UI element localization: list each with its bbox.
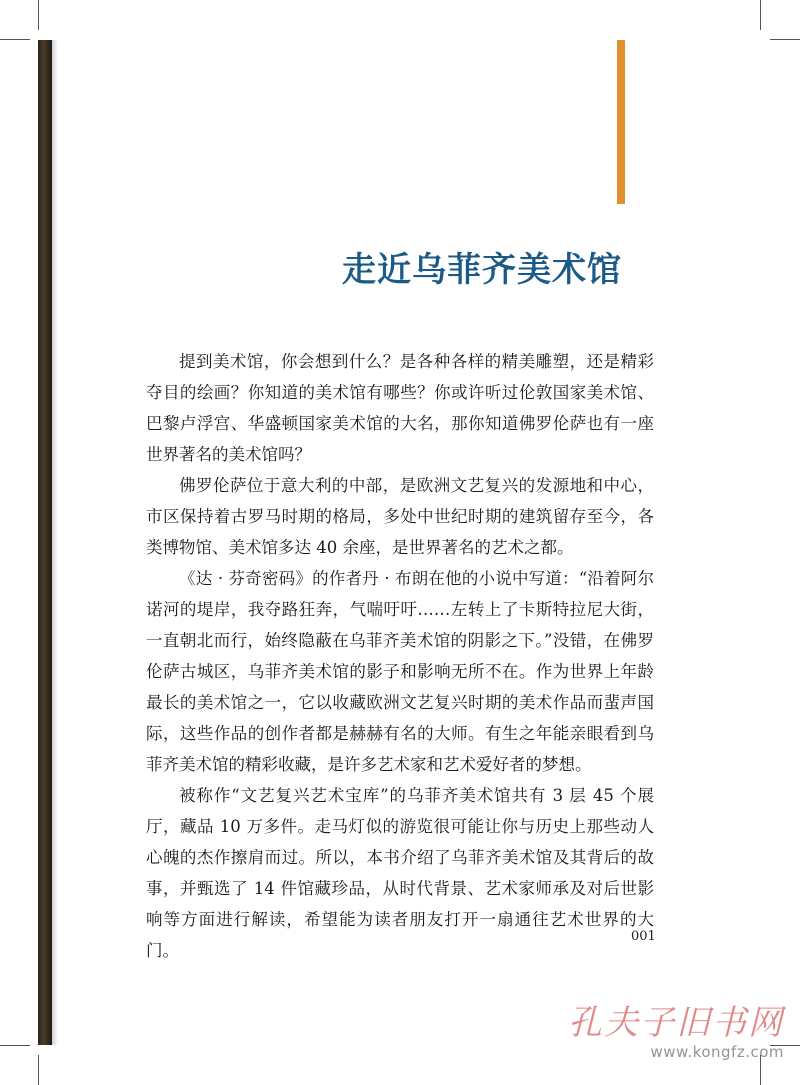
accent-bar: [617, 40, 625, 204]
paragraph: 佛罗伦萨位于意大利的中部，是欧洲文艺复兴的发源地和中心，市区保持着古罗马时期的格局，多处中世纪时期的建筑留存至今，各类博物馆、美术馆多达 40 余座，是世界著名的艺术之都。: [146, 476, 654, 557]
watermark-name: 孔夫子旧书网: [568, 1003, 784, 1043]
watermark: [568, 1003, 784, 1061]
paragraph: 《达 · 芬奇密码》的作者丹 · 布朗在他的小说中写道：“沿着阿尔诺河的堤岸，我夺路狂奔，气喘吁吁……左转上了卡斯特拉尼大街，一直朝北而行，始终隐蔽在乌菲齐美术馆的阴影之下。”没错，在佛罗伦萨古城区，乌菲齐美术馆的影子和影响无所不在。作为世界上年龄最长的美术馆之一，它以收藏欧洲文艺复兴时期的美术作品而蜚声国际，这些作品的创作者都是赫赫有名的大师。有生之年能亲眼看到乌菲齐美术馆的精彩收藏，是许多艺术家和艺术爱好者的梦想。: [146, 569, 654, 774]
spine-shadow: [52, 40, 58, 1045]
chapter-title: 走近乌菲齐美术馆: [342, 250, 622, 290]
book-spine-edge: [38, 40, 52, 1045]
paragraph: 被称作“文艺复兴艺术宝库”的乌菲齐美术馆共有 3 层 45 个展厅，藏品 10 万多件。走马灯似的游览很可能让你与历史上那些动人心魄的杰作擦肩而过。所以，本书介绍了乌菲齐美术馆及其背后的故事，并甄选了 14 件馆藏珍品，从时代背景、艺术家师承及对后世影响等方面进行解读，希望能为读者朋友打开一扇通往艺术世界的大门。: [146, 786, 654, 960]
body-text: [146, 346, 654, 966]
page-number: 001: [631, 929, 656, 944]
paragraph: 提到美术馆，你会想到什么？是各种各样的精美雕塑，还是精彩夺目的绘画？你知道的美术馆有哪些？你或许听过伦敦国家美术馆、巴黎卢浮宫、华盛顿国家美术馆的大名，那你知道佛罗伦萨也有一座世界著名的美术馆吗？: [146, 352, 654, 464]
watermark-url: www.kongfz.com: [650, 1043, 784, 1061]
